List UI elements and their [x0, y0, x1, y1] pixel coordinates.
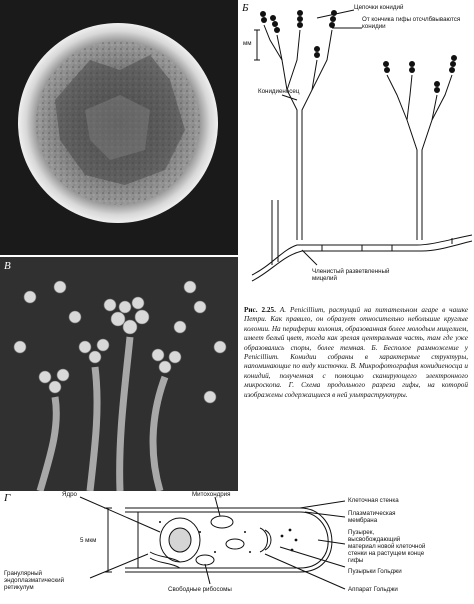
- sem-photo: [0, 257, 238, 491]
- label-cell-wall: Клеточная стенка: [348, 497, 399, 504]
- conidiophore-diagram: [242, 0, 474, 300]
- label-vesicles: Пузырек, высвобождающий материал новой клеточной стенки на растущем конце гифы: [348, 529, 426, 564]
- panel-letter-g: Г: [4, 492, 11, 504]
- conidiophore-sem-image: [0, 257, 238, 491]
- label-ribosomes: Свободные рибосомы: [168, 586, 232, 593]
- penicillium-colony-image: [0, 0, 238, 255]
- label-golgi: Аппарат Гольджи: [348, 586, 398, 593]
- label-plasma-membrane: Плазматическая мембрана: [348, 510, 396, 524]
- label-conidia-detach: От кончика гифы отсчлбвываются конидии: [362, 16, 461, 30]
- petri-dish-photo: [0, 0, 238, 255]
- label-scale-5um: 5 мкм: [80, 537, 97, 544]
- label-scale-mm: мм: [243, 40, 252, 47]
- panel-letter-v: В: [4, 260, 11, 272]
- label-nucleus: Ядро: [62, 491, 77, 498]
- caption-text: А. Penicillium, растущий на питательном агаре в чашке Петри. Как правило, он образует относительно небольшие круглые колонии. На периферии колония, образованная более молодым мицелием, имеет белый цвет, тогда как зрелая центральная часть, там где уже образовались споры, более темная. Б. Бесполое размножение у Penicillium. Конидии собраны в характерные структуры, напоминающие по виду кисточки. В. Микрофотография конидиеносца и конидий, полученная с помощью сканирующего электронного микроскопа. Г. Схема продольного разреза гифы, на которой изображены содержащиеся в ней ультраструктуры.: [244, 306, 469, 399]
- label-mycelium: Членистый разветвленный мицелий: [312, 268, 390, 282]
- panel-letter-b: Б: [242, 2, 249, 14]
- label-conidiophore: Конидиеносец: [258, 88, 300, 95]
- figure-caption: [244, 306, 468, 400]
- label-conidia-chains: Цепочки конидий: [354, 4, 404, 11]
- label-er: Гранулярный эндоплазматический ретикулум: [4, 570, 65, 591]
- caption-lead: Рис. 2.25.: [244, 306, 276, 314]
- label-mitochondria: Митохондрия: [192, 491, 231, 498]
- label-golgi-vesicles: Пузырьки Гольджи: [348, 568, 402, 575]
